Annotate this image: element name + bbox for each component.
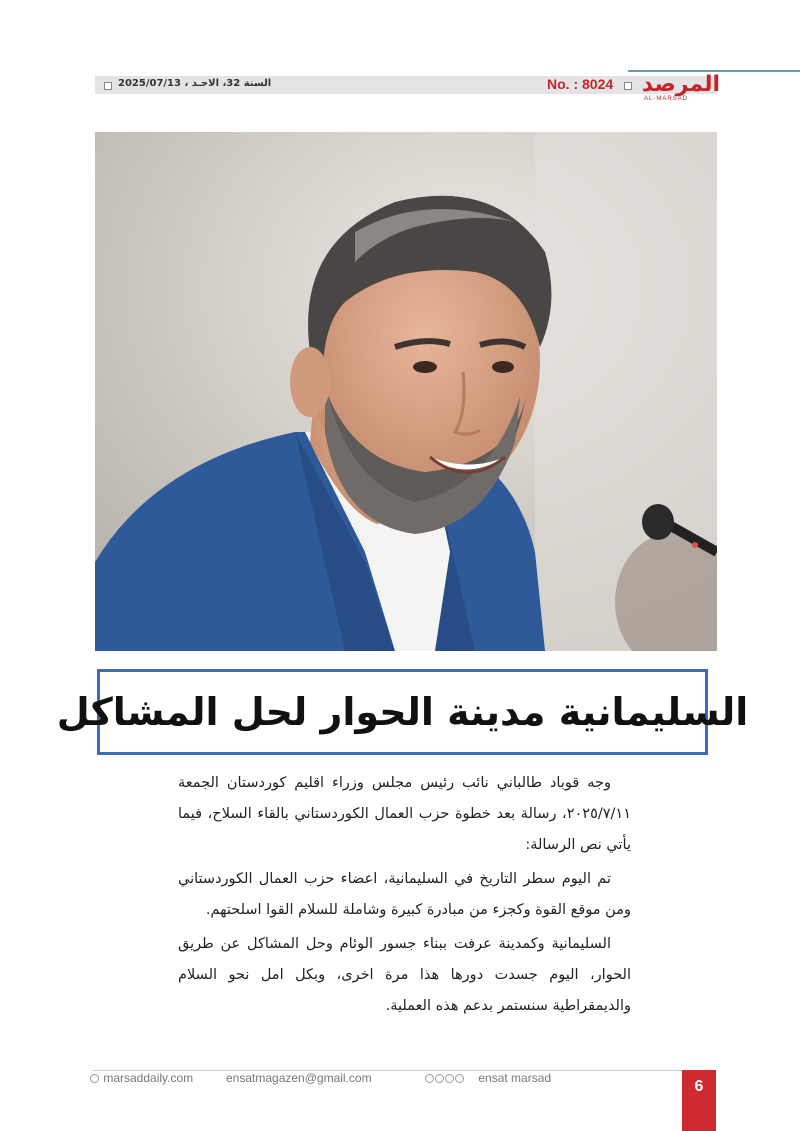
- page-number-box: [682, 1070, 716, 1131]
- issue-number: No. : 8024: [547, 76, 614, 92]
- article-paragraph: وجه قوباد طالباني نائب رئيس مجلس وزراء اقليم كوردستان الجمعة ٢٠٢٥/٧/١١، رسالة بعد خطوة حزب العمال الكوردستاني بالقاء السلاح، فيما يأتي نص الرسالة:: [178, 775, 631, 853]
- headline-box: [56, 669, 749, 755]
- logo-text: المرصد: [641, 72, 720, 97]
- youtube-icon[interactable]: [455, 1074, 464, 1083]
- footer-website[interactable]: [90, 1071, 193, 1085]
- article-photo: [95, 132, 717, 651]
- instagram-icon[interactable]: [445, 1074, 454, 1083]
- article-headline: السليمانية مدينة الحوار لحل المشاكل: [56, 690, 749, 734]
- logo-subtext: AL-MARSAD: [644, 96, 689, 102]
- article-paragraph: تم اليوم سطر التاريخ في السليمانية، اعضاء حزب العمال الكوردستاني ومن موقع القوة وكجزء من مبادرة كبيرة وشاملة للسلام القوا اسلحتهم.: [178, 871, 631, 918]
- issue-date: السنة 32، الاحـد ، 2025/07/13: [118, 78, 272, 89]
- header-bullet-right: [624, 82, 632, 90]
- article-body: [178, 768, 631, 1022]
- footer-email[interactable]: ensatmagazen@gmail.com: [226, 1071, 372, 1085]
- footer-social[interactable]: [425, 1071, 551, 1085]
- article-paragraph: السليمانية وكمدينة عرفت ببناء جسور الوئام وحل المشاكل عن طريق الحوار، اليوم جسدت دورها هذا مرة اخرى، وبكل امل نحو السلام والديمقراطية سنستمر بدعم هذه العملية.: [178, 936, 631, 1014]
- header-bullet-left: [104, 82, 112, 90]
- facebook-icon[interactable]: [425, 1074, 434, 1083]
- globe-icon: [90, 1074, 99, 1083]
- newspaper-logo[interactable]: [642, 72, 720, 104]
- website-link[interactable]: marsaddaily.com: [103, 1071, 194, 1085]
- page-number: 6: [694, 1078, 704, 1095]
- social-handle[interactable]: ensat marsad: [478, 1071, 552, 1085]
- twitter-icon[interactable]: [435, 1074, 444, 1083]
- portrait-illustration: [95, 132, 717, 651]
